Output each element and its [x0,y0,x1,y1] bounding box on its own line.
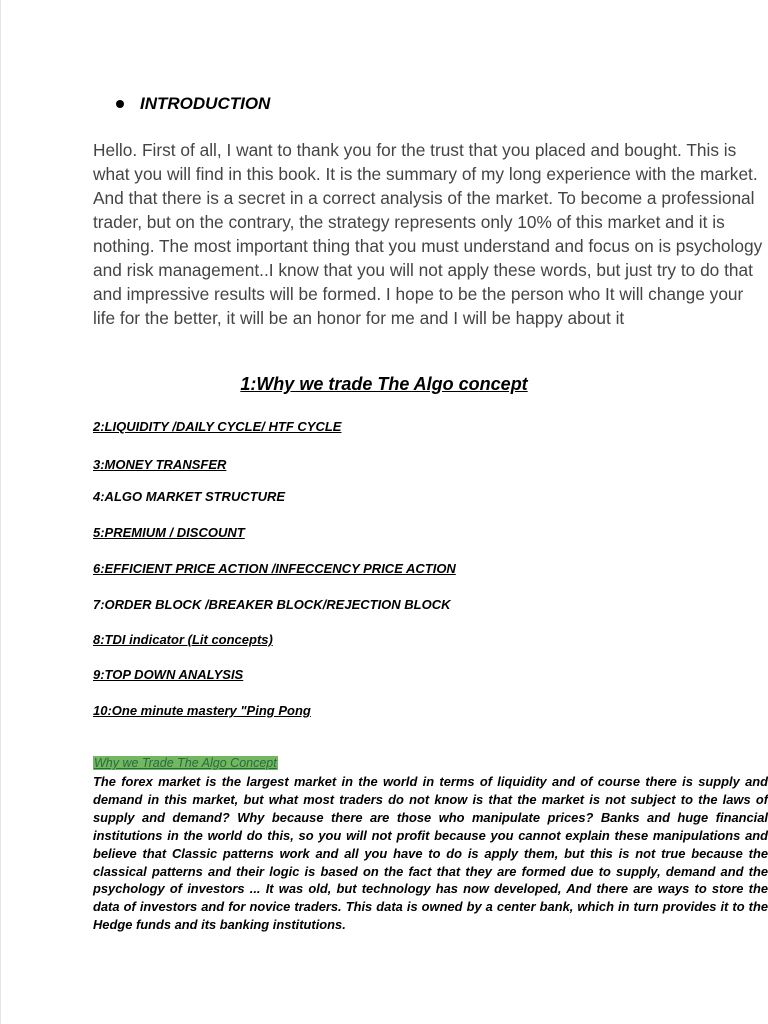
toc-item-top-down-analysis: 9:TOP DOWN ANALYSIS [93,667,244,682]
toc-item-price-action: 6:EFFICIENT PRICE ACTION /INFECCENCY PRICE ACTION [93,561,456,576]
section-body-paragraph: The forex market is the largest market in the world in terms of liquidity and of course there is supply and demand in this market, but what most traders do not know is that the market is not subject to the laws of supply and demand? Why because there are those who manipulate prices? Banks and huge financial institutions in the world do this, so you will not profit because you cannot explain these manipulations and believe that Classic patterns work and all you have to do is apply them, but this is not true because the classical patterns and their logic is based on the fact that they are formed due to supply, demand and the psychology of investors ... It was old, but technology has now developed, And there are ways to store the data of investors and for novice traders. This data is owned by a center bank, which in turn provides it to the Hedge funds and its banking institutions. [93,774,768,933]
bullet-icon [116,100,124,108]
toc-item-order-block: 7:ORDER BLOCK /BREAKER BLOCK/REJECTION BLOCK [93,597,451,612]
toc-item-market-structure: 4:ALGO MARKET STRUCTURE [93,489,286,504]
chapter-title: 1:Why we trade The Algo concept [240,374,528,394]
introduction-heading-text: INTRODUCTION [140,94,271,113]
toc-item-premium-discount: 5:PREMIUM / DISCOUNT [93,525,245,540]
page-edge [0,0,1,1024]
toc-item-one-minute-mastery: 10:One minute mastery "Ping Pong [93,703,311,718]
toc-item-money-transfer: 3:MONEY TRANSFER [93,457,227,472]
toc-item-tdi-indicator: 8:TDI indicator (Lit concepts) [93,632,273,647]
section-heading-link[interactable]: Why we Trade The Algo Concept [94,756,277,770]
introduction-heading [116,94,270,114]
introduction-paragraph: Hello. First of all, I want to thank you for the trust that you placed and bought. This is what you will find in this book. It is the summary of my long experience with the market. And that there is a secret in a correct analysis of the market. To become a professional trader, but on the contrary, the strategy represents only 10% of this market and it is nothing. The most important thing that you must understand and focus on is psychology and risk management..I know that you will not apply these words, but just try to do that and impressive results will be formed. I hope to be the person who It will change your life for the better, it will be an honor for me and I will be happy about it [93,140,763,328]
toc-item-liquidity: 2:LIQUIDITY /DAILY CYCLE/ HTF CYCLE [93,419,342,434]
